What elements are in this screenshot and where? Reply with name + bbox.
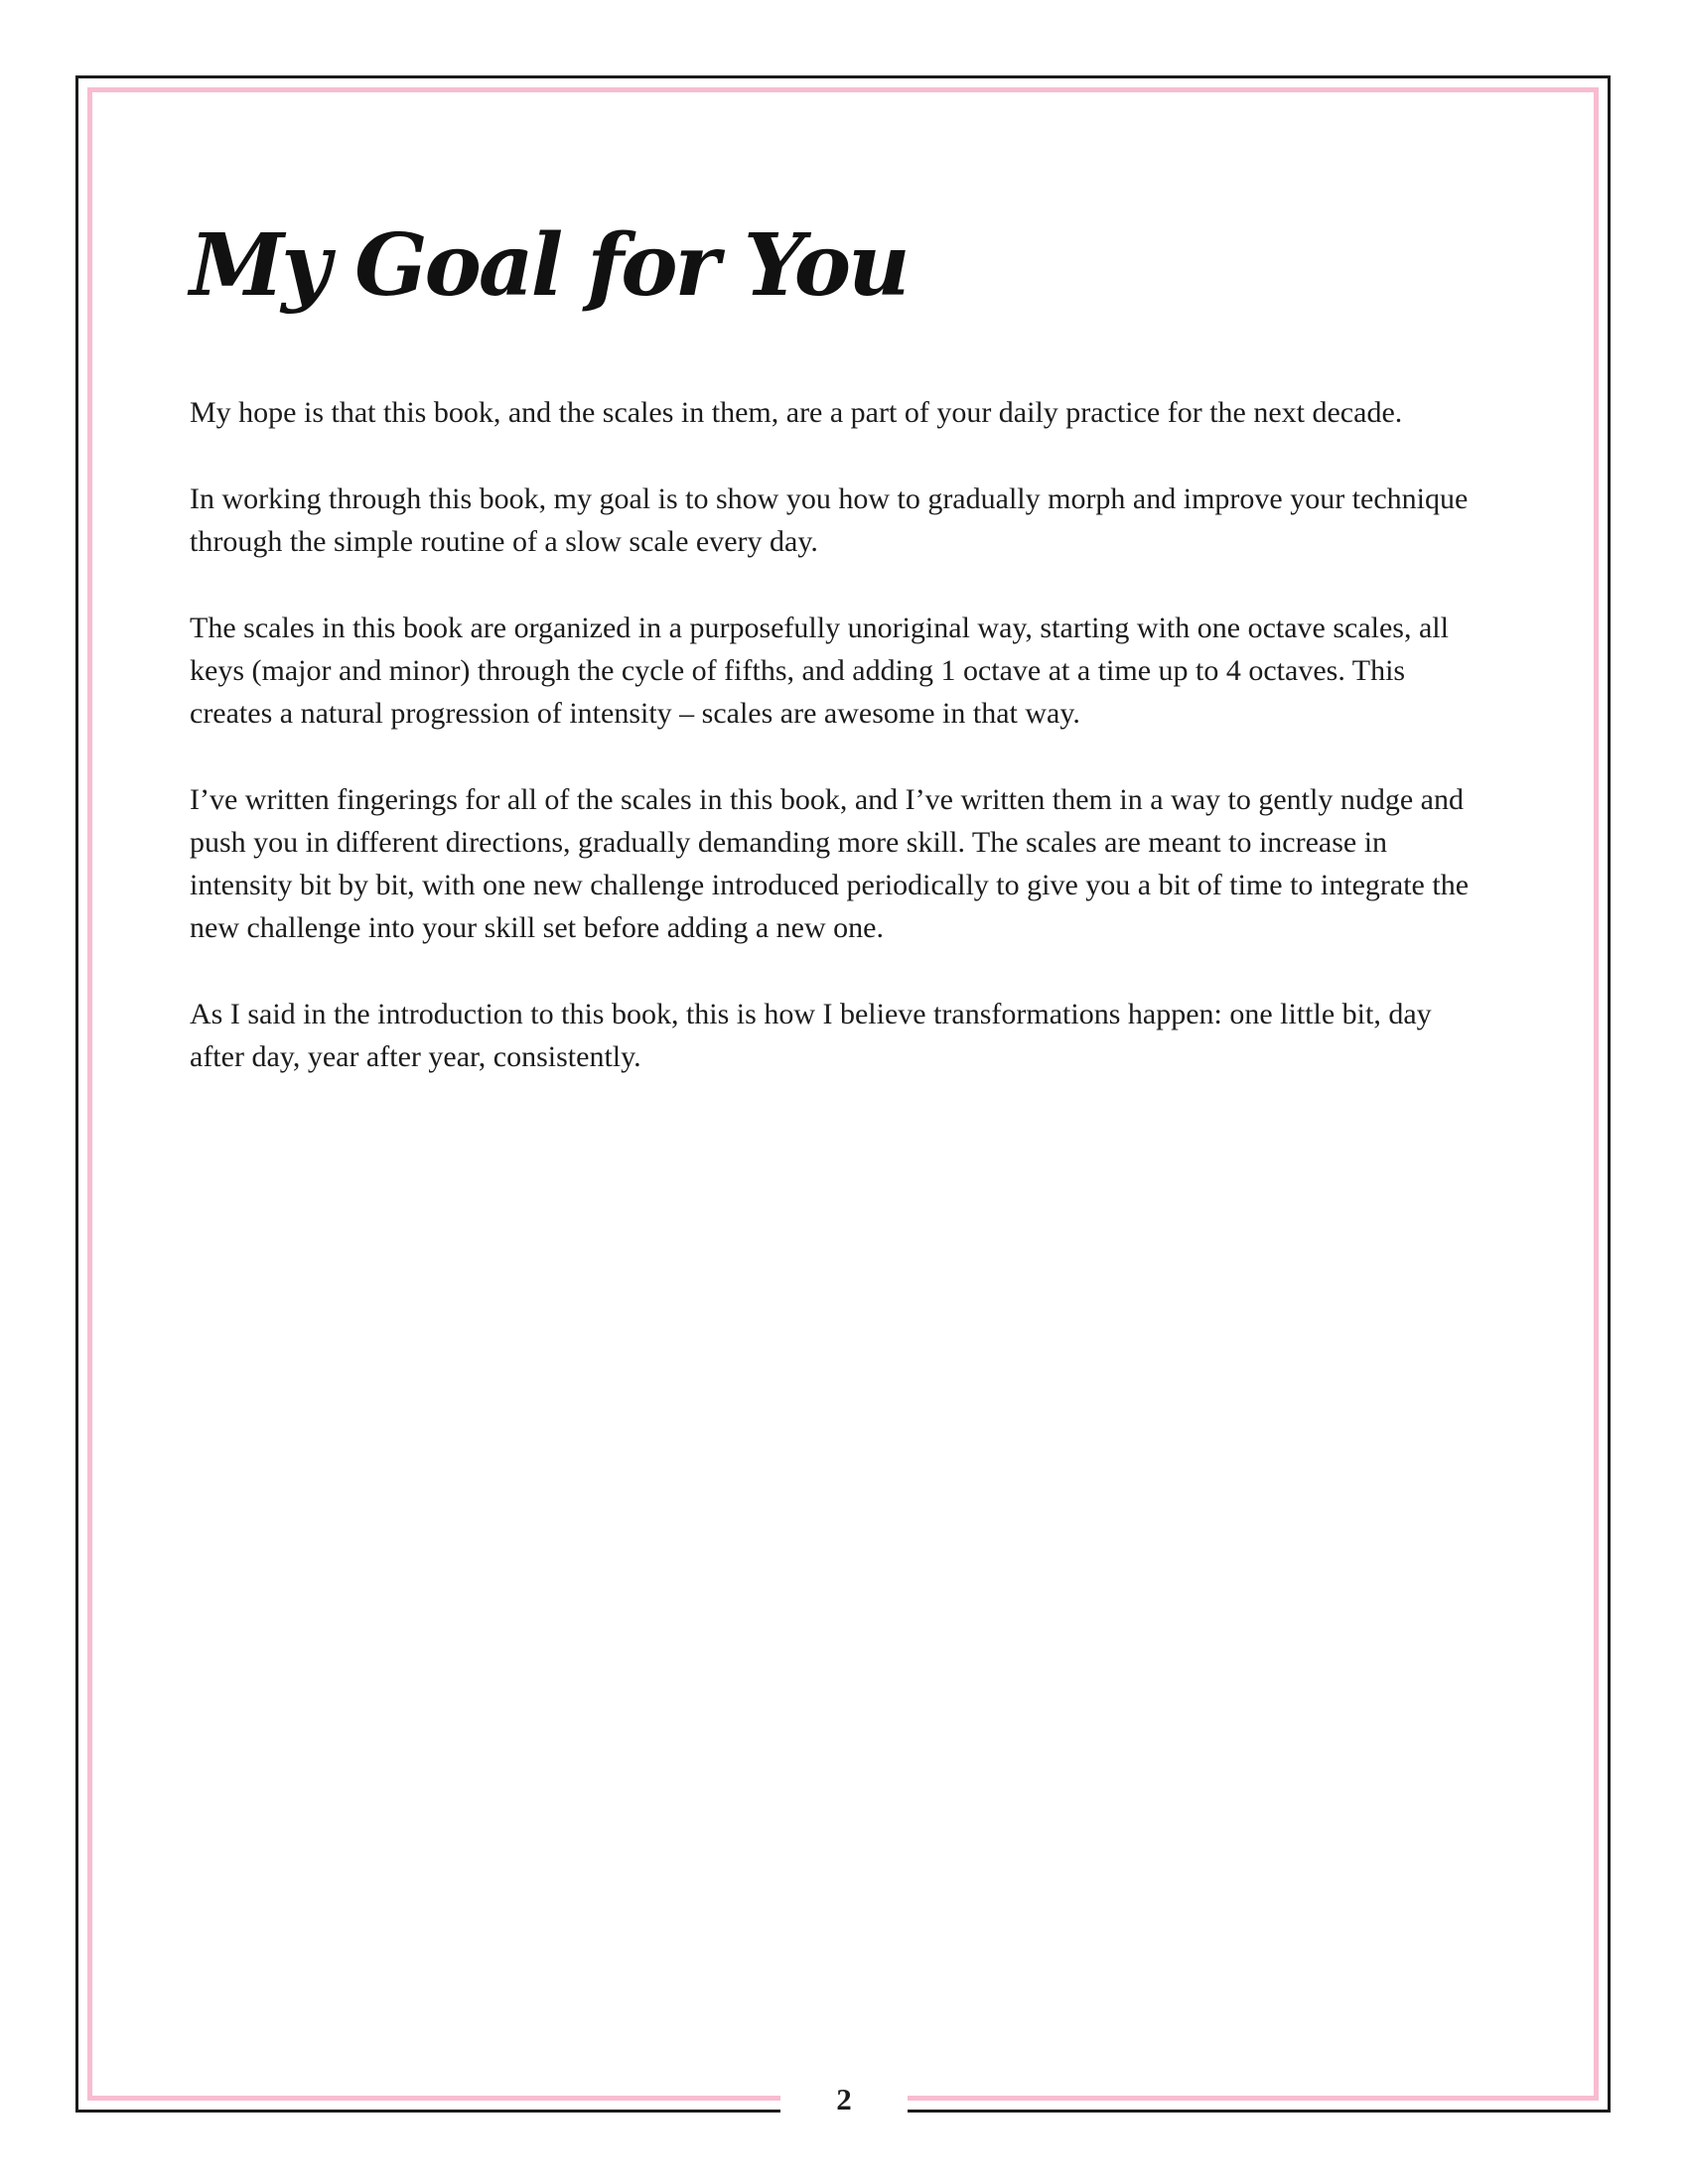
body-paragraph-2: In working through this book, my goal is to show you how to gradually morph and improve your technique through the simple routine of a slow scale every day.	[190, 482, 1469, 558]
body-paragraph-5: As I said in the introduction to this book, this is how I believe transformations happen: one little bit, day after day, year after year, consistently.	[190, 998, 1432, 1073]
page-number: 2	[836, 2082, 852, 2116]
body-paragraph-3: The scales in this book are organized in a purposefully unoriginal way, starting with one octave scales, all keys (major and minor) through the cycle of fifths, and adding 1 octave at a time up to 4 octaves. This creates a natural progression of intensity – scales are awesome in that way.	[190, 612, 1449, 730]
page-number-container	[780, 2075, 908, 2124]
body-paragraph-4: I’ve written fingerings for all of the scales in this book, and I’ve written them in a way to gently nudge and push you in different directions, gradually demanding more skill. The scales are meant to increase in intensity bit by bit, with one new challenge introduced periodically to give you a bit of time to integrate the new challenge into your skill set before adding a new one.	[190, 783, 1470, 944]
body-paragraph-1: My hope is that this book, and the scales in them, are a part of your daily practice for the next decade.	[190, 396, 1403, 429]
page-title: My Goal for You	[190, 215, 908, 316]
page-content	[190, 0, 1490, 1122]
